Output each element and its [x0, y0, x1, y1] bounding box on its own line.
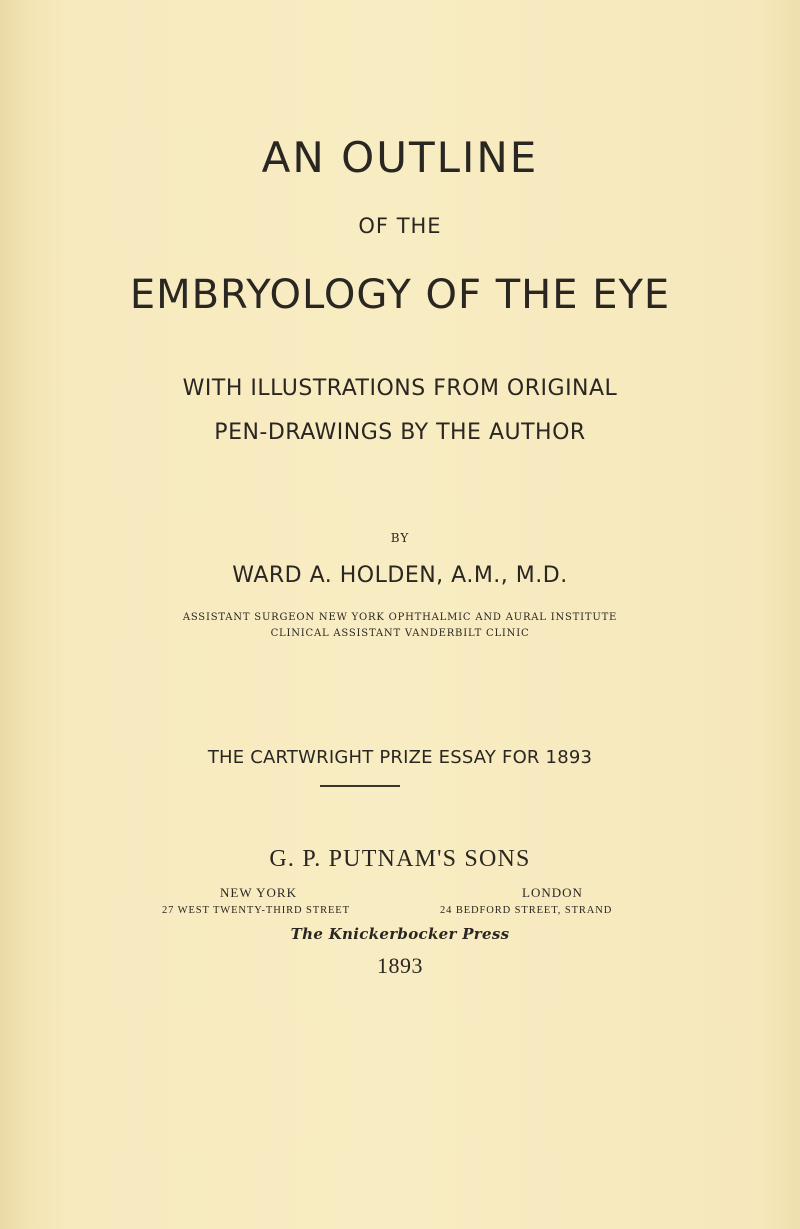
affiliation-line-1: ASSISTANT SURGEON NEW YORK OPHTHALMIC AND AURAL INSTITUTE — [182, 612, 618, 623]
city-london: LONDON — [522, 885, 583, 900]
title-line-2: OF THE — [358, 214, 442, 238]
press-name: The Knickerbocker Press — [290, 925, 510, 943]
publisher-name: G. P. PUTNAM'S SONS — [269, 846, 531, 872]
address-new-york: 27 WEST TWENTY-THIRD STREET — [162, 905, 350, 916]
address-london: 24 BEDFORD STREET, STRAND — [440, 905, 613, 916]
author-name: WARD A. HOLDEN, A.M., M.D. — [232, 563, 568, 588]
prize-statement: THE CARTWRIGHT PRIZE ESSAY FOR 1893 — [207, 747, 593, 768]
city-new-york: NEW YORK — [220, 885, 297, 900]
divider-rule — [320, 785, 400, 787]
subtitle-line-2: PEN-DRAWINGS BY THE AUTHOR — [214, 420, 586, 445]
affiliation-line-2: CLINICAL ASSISTANT VANDERBILT CLINIC — [270, 628, 530, 639]
by-label: BY — [390, 531, 410, 545]
publication-year: 1893 — [377, 953, 423, 978]
title-line-1: AN OUTLINE — [261, 133, 539, 182]
subtitle-line-1: WITH ILLUSTRATIONS FROM ORIGINAL — [182, 376, 618, 401]
subtitle — [0, 367, 800, 455]
author-affiliation — [0, 610, 800, 642]
title-line-3: EMBRYOLOGY OF THE EYE — [129, 272, 671, 318]
